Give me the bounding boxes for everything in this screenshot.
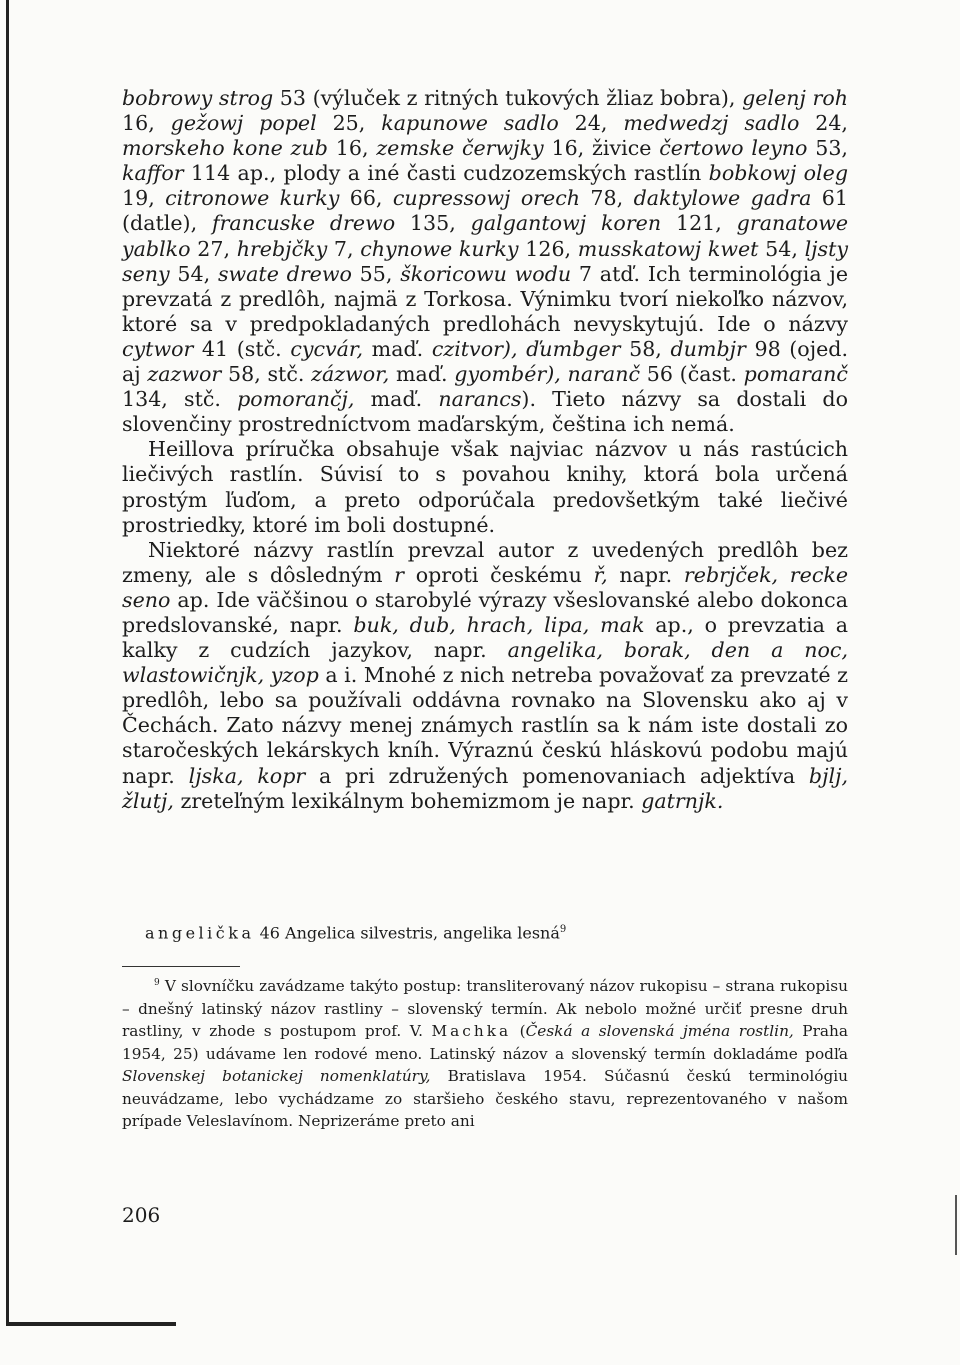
footnote-text (122, 972, 848, 1133)
italic-term: r (394, 562, 405, 587)
italic-term: francuske drewo (211, 211, 396, 236)
italic-term: škoricowu wodu (400, 261, 572, 286)
scan-right-mark (955, 1195, 957, 1255)
scan-bottom-edge (6, 1322, 176, 1326)
italic-term: narancs (438, 387, 522, 412)
footnote-body: V slovníčku zavádzame takýto postup: transliterovaný názov rukopisu – strana rukopisu – dnešný latinský názov rastliny – slovenský termín. Ak nebolo možné určiť presne druh rastliny, v zhode s postupom prof. V. Machka (Česká a slovenská jména rostlin, Praha 1954, 25) udávame len rodové meno. Latinský názov a slovenský termín dokladáme podľa Slovenskej botanickej nomenklatúry, Bratislava 1954. Súčasnú českú terminológiu neuvádzame, lebo vychádzame zo staršieho českého stavu, reprezentovaného v našom prípade Veleslavínom. Neprizeráme preto ani (122, 977, 849, 1131)
italic-term: ljsty seny (122, 236, 849, 286)
glossary-entry (145, 920, 845, 943)
italic-term: bobkowj oleg (708, 161, 848, 186)
italic-term: cytwor (122, 336, 194, 361)
scan-left-edge (6, 0, 9, 1325)
italic-term: bjlj, žlutj, (122, 763, 849, 813)
spaced-name: Machka (431, 1022, 512, 1041)
entry-definition: 46 Angelica silvestris, angelika lesná (254, 923, 560, 943)
footnote-marker: 9 (154, 978, 160, 988)
italic-term: cycvár, (290, 336, 364, 361)
italic-term: zemske čerwjky (376, 136, 544, 161)
footnote-separator (122, 966, 240, 967)
footnote-reference: 9 (559, 924, 567, 935)
italic-term: galgantowj koren (470, 211, 662, 236)
footnote (122, 972, 848, 1133)
italic-term: morskeho kone zub (122, 136, 328, 161)
italic-term: buk, dub, hrach, lipa, mak (353, 612, 645, 637)
italic-term: daktylowe gadra (633, 186, 812, 211)
paragraph-plant-names: bobrowy strog 53 (výluček z ritných tukových žliaz bobra), gelenj roh 16, gežowj popel 25, kapunowe sadlo 24, medwedzj sadlo 24, morskeho kone zub 16, zemske čerwjky 16, živice čertowo leyno 53, kaffor 114 ap., plody a iné časti cudzozemských rastlín bobkowj oleg 19, citronowe kurky 66, cupressowj orech 78, daktylowe gadra 61 (datle), francuske drewo 135, galgantowj koren 121, granatowe yablko 27, hrebjčky 7, chynowe kurky 126, musskatowj kwet 54, ljsty seny 54, swate drewo 55, škoricowu wodu 7 atď. Ich terminológia je prevzatá z predlôh, najmä z Torkosa. Výnimku tvorí niekoľko názvov, ktoré sa v predpokladaných predlohách nevyskytujú. Ide o názvy cytwor 41 (stč. cycvár, maď. czitvor), ďumbger 58, dumbjr 98 (ojed. aj zazwor 58, stč. zázwor, maď. gyombér), naranč 56 (čast. pomaranč 134, stč. pomorančj, maď. narancs). Tieto názvy sa dostali do slovenčiny prostredníctvom maďarským, čeština ich nemá. (122, 86, 849, 437)
italic-term: kaffor (122, 161, 184, 186)
entry-term: angelička (145, 923, 255, 943)
italic-term: citronowe kurky (165, 186, 340, 211)
italic-term: čertowo leyno (659, 136, 808, 161)
italic-term: gatrnjk. (641, 788, 724, 813)
main-text (122, 86, 848, 814)
italic-term: granatowe yablko (122, 211, 849, 261)
italic-term: rebrjček, recke seno (122, 562, 849, 612)
italic-term: chynowe kurky (360, 236, 519, 261)
italic-term: swate drewo (217, 261, 352, 286)
italic-term: gežowj popel (170, 111, 317, 136)
italic-term: gelenj roh (742, 86, 848, 110)
italic-term: medwedzj sadlo (623, 111, 800, 136)
italic-term: pomorančj, (237, 387, 355, 412)
italic-term: cupressowj orech (392, 186, 581, 211)
italic-term: kapunowe sadlo (381, 111, 559, 136)
italic-term: gyombér), naranč (454, 362, 641, 387)
italic-term: bobrowy strog (122, 86, 274, 110)
italic-term: hrebjčky (236, 236, 328, 261)
italic-term: zazwor (147, 362, 222, 387)
italic-term: dumbjr (670, 336, 746, 361)
paragraph-adopted-names: Niektoré názvy rastlín prevzal autor z uvedených predlôh bez zmeny, ale s dôsledným r oproti českému ř, napr. rebrjček, recke seno ap. Ide väčšinou o starobylé výrazy všeslovanské alebo dokonca predslovanské, napr. buk, dub, hrach, lipa, mak ap., o prevzatia a kalky z cudzích jazykov, napr. angelika, borak, den a noc, wlastowičnjk, yzop a i. Mnohé z nich netreba považovať za prevzaté z predlôh, lebo sa používali oddávna rovnako na Slovensku ako aj v Čechách. Zato názvy menej známych rastlín sa k nám iste dostali zo staročeských lekárskych kníh. Výraznú českú hláskovú podobu majú napr. ljska, kopr a pri združených pomenovaniach adjektíva bjlj, žlutj, zreteľným lexikálnym bohemizmom je napr. gatrnjk. (122, 537, 849, 813)
paragraph-heill-handbook: Heillova príručka obsahuje však najviac názvov u nás rastúcich liečivých rastlín. Súvisí to s povahou knihy, ktorá bola určená prostým ľuďom, a preto odporúčala predovšetkým také liečivé prostriedky, ktoré im boli dostupné. (122, 437, 848, 537)
italic-term: pomaranč (743, 362, 848, 387)
italic-term: ljska, kopr (188, 763, 306, 788)
italic-term: musskatowj kwet (577, 236, 759, 261)
italic-term: Slovenskej botanickej nomenklatúry, (122, 1067, 431, 1086)
italic-term: czitvor), ďumbger (431, 336, 621, 361)
italic-term: zázwor, (311, 362, 390, 387)
italic-term: Česká a slovenská jména rostlin, (525, 1022, 794, 1041)
page-number: 206 (122, 1203, 161, 1227)
italic-term: angelika, borak, den a noc, wlastowičnjk, yzop (122, 638, 848, 688)
italic-term: ř, (593, 562, 608, 587)
